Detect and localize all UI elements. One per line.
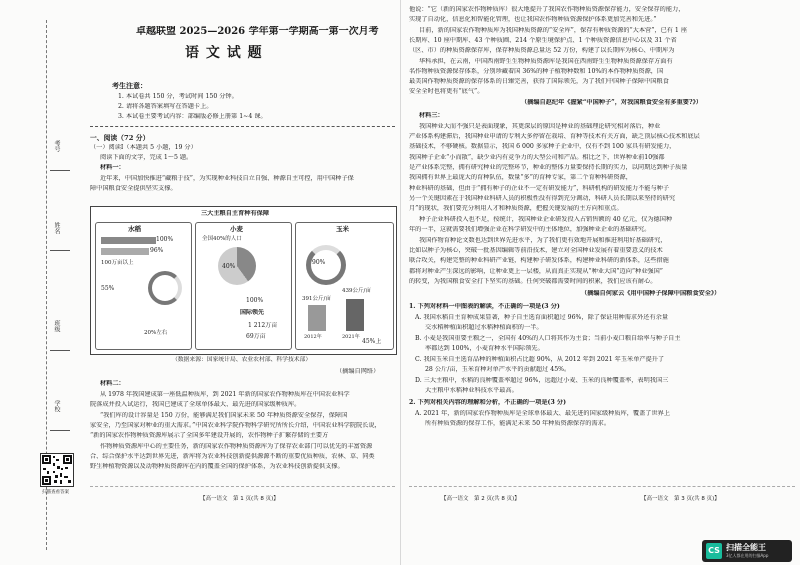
qr-code[interactable] <box>40 453 74 487</box>
section1-instruction: 阅读下面的文字，完成 1～5 题。 <box>100 154 193 161</box>
material3-line-3: 基础技术，不够硬核。数据显示，我国 6 000 多家种子企业中，仅有不到 100 家具有研发能力， <box>409 143 676 150</box>
q1-option-b[interactable]: B. 小麦是我国重要主粮之一，全国有 40%的人口将其作为主食；当前小麦口粮自给率与种子自主 <box>415 335 681 342</box>
binding-label-name: 姓名 <box>53 222 60 234</box>
q1-option-c[interactable]: C. 我国玉米自主选育品种的种植面积占比超 90%，从 2012 年到 2021 年玉米单产提升了 <box>415 356 665 363</box>
material2-label: 材料二： <box>100 380 125 387</box>
camscanner-name: 扫描全能王 <box>726 543 766 552</box>
footer-page-2: 【高一语文 第 2 页(共 8 页)】 <box>441 496 520 502</box>
binding-label-exam-no: 考号 <box>53 140 60 152</box>
infographic-source: （数据来源：国家统计局、农业农村部、科学技术部） <box>172 357 312 363</box>
wheat-stat-6: 69万亩 <box>246 333 266 340</box>
material3-line-7: 种业科研的基础，但由于“拥有种子的企业不一定有研发能力”，科研机构的研发能力不能与种子 <box>409 185 670 192</box>
material3-credit: （摘编自何家云《用中国种子保障中国粮食安全》） <box>581 290 721 297</box>
camscanner-tagline: 3亿人都在用的扫描App <box>726 553 769 558</box>
right-top-line-8: 最美国作物种质资源的保存体系的日臻完善，获得了国际领先，为了我们中国种子保障中国粮食 <box>409 78 669 85</box>
right-top-line-5: （区、市）的种质资源保存库，保存种质资源总量达 52 万份，构建了以长期库为核心、中期库为 <box>409 47 675 54</box>
infographic-panel-rice <box>95 222 192 350</box>
material2-credit: （摘编自赵纪年《握紧“中国种子”，对我国粮食安全有多重要?》） <box>521 99 702 106</box>
material3-line-13: 比如以种子为核心，突破一批基因编辑等前沿技术，建立对全国种业发展有着重要意义的技术 <box>409 247 663 254</box>
material3-line-14: 联合攻关，构建完整的种业科研产业链，构建种子研发体系，构建种业科研的新体系，这些措施 <box>409 257 669 264</box>
material3-line-12: 我国作物育种论文数也达到世界先进水平，为了我们更有效地开展和推进利用好基础研究， <box>419 237 667 244</box>
infographic <box>90 206 397 355</box>
material2-line-3: “我们库的设计容量是 150 万份，能够满足我们国家未来 50 年种质资源安全保存，保障国 <box>100 412 348 419</box>
material3-line-1: 我国种业大而不强只是表面现象，其更深层的原因是种业的基础理论研究相对落后，种业 <box>419 123 661 130</box>
material1-line-1: 近年来，中国加快推进“藏粮于技”，为实现种业科技自立自强、种源自主可控，用中国种子保 <box>100 175 354 182</box>
rice-stat-1: 100% <box>156 236 174 243</box>
corn-bar-2012 <box>308 305 326 331</box>
rice-stat-3: 100万亩以上 <box>101 260 134 266</box>
material3-line-4: 我国种子企业“小而散”，缺少业内有竞争力的大型公司和产品。相比之下，世界种业前10强都 <box>409 154 665 161</box>
q2-option-a[interactable]: A. 2021 年，新的国家农作物种质库是全球单体最大、最先进的国家级种质库，覆盖了世界上 <box>415 410 671 417</box>
rice-stat-4: 55% <box>101 285 115 292</box>
binding-label-school: 学校 <box>53 400 60 412</box>
material2-line-2: 院落成并投入试运行，我国已建成了全球单体最大、最先进的国家级种质库。 <box>90 401 301 408</box>
material3-line-6: 我国拥有世界上最庞大的育种队伍，数量“多”的育种专家，第二个育种科研资源， <box>409 174 632 181</box>
q1-option-c-cont: 28 公斤/亩，玉米育种对单产水平的贡献超过 45%。 <box>425 366 571 373</box>
right-top-line-3: 目前，新的国家农作物种质库为我国种质资源的“安全库”，保存有种质资源的“大本营”，已有 1 座 <box>419 27 688 34</box>
qr-code-icon <box>41 454 73 486</box>
q2-option-a-cont: 所有种质资源的保存工作，能满足未来 50 年种质资源保存的需求。 <box>425 420 611 427</box>
q1-option-d-cont: 大主粮中水稻种业科技水平最高。 <box>425 387 518 394</box>
q1-option-a-cont: 交水稻种植面积超过水稻种植面积的一半。 <box>425 324 543 331</box>
notice-item-2: 2. 请将各题答案填写在答题卡上。 <box>118 103 213 110</box>
infographic-title: 三大主粮自主育种有保障 <box>201 210 270 217</box>
corn-stat-3: 391公斤/亩 <box>302 296 331 302</box>
q2-stem: 2. 下列对相关内容的理解和分析，不正确的一项是(3 分) <box>409 399 567 406</box>
material2-line-8: 野生种植物资源以及动物种质资源库在内的覆盖全国的保护体系，为农业科技创新提供支撑。 <box>90 463 344 470</box>
q1-option-b-cont: 率都达到 100%，小麦育种水平国际领先。 <box>425 345 544 352</box>
footer-page-3: 【高一语文 第 3 页(共 8 页)】 <box>641 496 720 502</box>
corn-bar-2021 <box>346 299 364 331</box>
camscanner-logo-icon: CS <box>706 543 722 559</box>
infographic-panel-corn <box>295 222 394 350</box>
wheat-stat-1: 全国40%的人口 <box>202 236 242 242</box>
material3-line-11: 年的一半，这就需要我们增强企业在科学研发中的主体地位，加强种业企业的基础研究。 <box>409 226 651 233</box>
material1-label: 材料一： <box>100 164 125 171</box>
qr-caption: 扫描查看答案 <box>42 490 69 495</box>
corn-year-2: 2021年 <box>342 334 360 340</box>
material1-line-2: 障中国粮食安全提供坚实支撑。 <box>90 185 177 192</box>
corn-year-1: 2012年 <box>304 334 322 340</box>
section1-heading: 一、阅读（72 分） <box>90 134 150 142</box>
notice-divider <box>90 126 395 127</box>
material2-line-5: “新的国家农作物种质资源库展示了全国多年建设开展的，农作物种子扩繁存储的主要方 <box>90 432 329 439</box>
rice-donut <box>148 271 182 305</box>
right-top-line-9: 安全全时也将更有“底气”。 <box>409 88 484 95</box>
section1-sub: （一）阅读Ⅰ（本题共 5 小题，19 分） <box>90 144 197 151</box>
q1-option-a[interactable]: A. 我国水稻自主育种成果显著，种子自主选育面积超过 96%，除了保证用种需求外还有余量 <box>415 314 669 321</box>
rice-stat-2: 96% <box>150 247 164 254</box>
panel-rice-title: 水稻 <box>128 225 141 233</box>
right-top-line-1: 他说：“它（新的国家农作物种质库）很大地提升了我国农作物种质资源保存能力，安全保存的能力， <box>409 6 685 13</box>
material3-line-2: 产业体系构建滞后，我国种业申请的专利大多停留在栽培、育种等技术有关方面，缺乏顶层核心技术和底层 <box>409 133 700 140</box>
footer-page-1: 【高一语文 第 1 页(共 8 页)】 <box>200 496 279 502</box>
right-top-line-4: 长期库、10 座中期库、43 个种质圃、214 个原生境保护点、1 个种质资源信息中心以及 31 个省 <box>409 37 677 44</box>
corn-stat-1: 90% <box>312 259 326 266</box>
q1-stem: 1. 下列对材料一中图表的解读，不正确的一项是(3 分) <box>409 303 560 310</box>
rice-stat-5: 20%左右 <box>144 330 168 336</box>
right-page <box>400 0 800 565</box>
notice-item-1: 1. 本试卷共 150 分，考试时间 150 分钟。 <box>118 93 238 100</box>
material3-label: 材料三： <box>419 112 444 119</box>
material2-line-1: 从 1978 年我国建成第一座低温种质库，到 2021 年新的国家农作物种质库在中国农业科学 <box>100 391 350 398</box>
corn-stat-4: 45%上 <box>362 338 382 345</box>
wheat-stat-2: 40% <box>222 263 236 270</box>
panel-wheat-title: 小麦 <box>230 225 243 233</box>
material2-line-6: 作物种质资源库中心的主要任务，新的国家农作物种质资源库为了保存农业部门可以优先的丰富资源 <box>100 443 373 450</box>
material2-line-7: 合、综合保护水平达到世界先进，新库将为农业科技创新提供源源不断的重要优质种质，农林、草、同类 <box>90 453 375 460</box>
material3-line-5: 是产业体系完整，拥有研究种业的完整环节，种业的整体力量要保持长期的实力，以同期达到种子质量 <box>409 164 688 171</box>
exam-title: 卓越联盟 2025—2026 学年第一学期高一第一次月考 <box>136 26 379 37</box>
right-top-line-7: 名作物种质资源保存体系，分别珍藏着国 36%的种子植物种数和 10%的本作物种质资源，国 <box>409 68 664 75</box>
material2-line-4: 家安全，乃至国家对种业的重大需求。”中国农业科学院作物科学研究所所长介绍，中国农业科学院院长说， <box>90 422 381 429</box>
right-top-line-2: 实现了自动化，信息化和智能化管理，也让我国农作物种质资源保护体系更加完善和先进。” <box>409 16 657 23</box>
infographic-panel-wheat <box>195 222 292 350</box>
subject-title: 语 文 试 题 <box>185 45 263 61</box>
notice-item-3: 3. 本试卷主要考试内容：部编版必修上册第 1~4 课。 <box>118 113 267 120</box>
wheat-stat-3: 100% <box>246 297 264 304</box>
material3-line-8: 另一个关键因素在于我国种业科研人员的积极性没有得到充分调动，科研人员长期以来坚持的研究 <box>409 195 676 202</box>
corn-stat-2: 439公斤/亩 <box>342 288 371 294</box>
wheat-stat-4: 国际领先 <box>240 309 265 316</box>
right-top-line-6: 华科承担，在云南，中国西南野生生物种质资源库是我国在西南野生生物种质资源保存方面有 <box>419 58 673 65</box>
material3-line-15: 都将对种业产生深远的影响，让种业更上一层楼，从而真正实现从“种业大国”迈向“种业强国” <box>409 268 663 275</box>
notice-heading: 考生注意： <box>112 82 147 90</box>
panel-corn-title: 玉米 <box>336 225 349 233</box>
material3-line-16: 的转变，为我国粮食安全打下坚实的基础。任何突破都需要时间的积累，我们应该有耐心。 <box>409 278 657 285</box>
material3-line-9: 月”的现状，我们要充分利用人才和种质资源，把握关键发展的主方向和重点。 <box>409 205 623 212</box>
infographic-credit: （摘编自网络） <box>336 368 380 375</box>
binding-label-class: 班级 <box>53 320 60 332</box>
wheat-stat-5: 1 212万亩 <box>248 322 278 329</box>
camscanner-watermark[interactable] <box>702 540 792 562</box>
q1-option-d[interactable]: D. 三大主粮中，水稻的良种覆盖率超过 96%，远超过小麦、玉米的良种覆盖率，表明我国三 <box>415 377 669 384</box>
material3-line-10: 种子企业科研投入也不足，按统计，我国种业企业研发投入占销售额的 40 亿元，仅为德国种 <box>419 216 673 223</box>
